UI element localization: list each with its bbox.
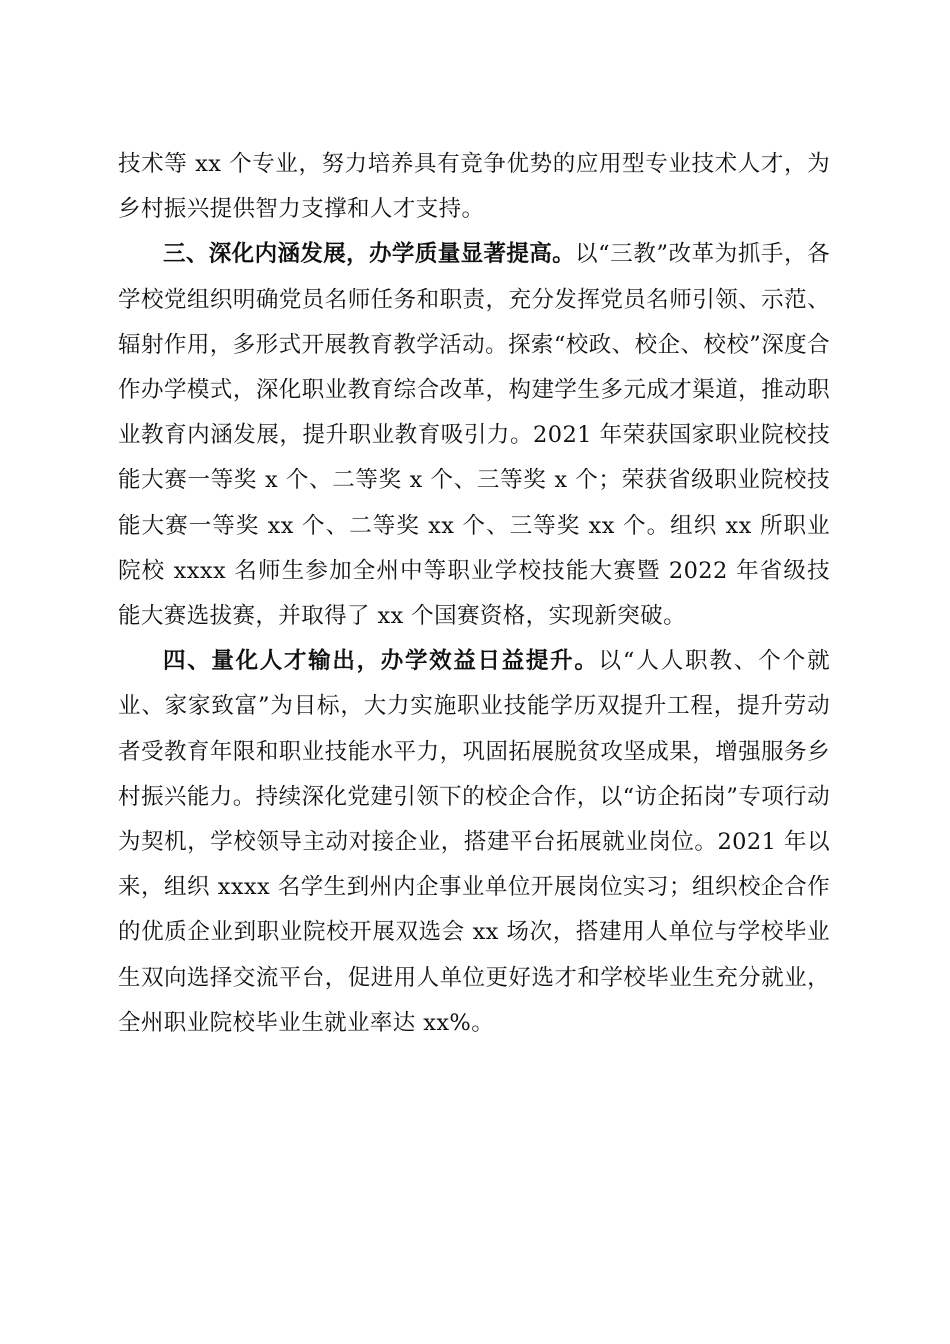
- section-heading-four: 四、量化人才输出，办学效益日益提升。: [163, 648, 599, 675]
- paragraph-section-four: [118, 639, 830, 1046]
- paragraph-text: 以“三教”改革为抓手，各学校党组织明确党员名师任务和职责，充分发挥党员名师引领、示范、辐射作用，多形式开展教育教学活动。探索“校政、校企、校校”深度合作办学模式，深化职业教育综合改革，构建学生多元成才渠道，推动职业教育内涵发展，提升职业教育吸引力。2021 年荣获国家职业院校技能大赛一等奖 x 个、二等奖 x 个、三等奖 x 个；荣获省级职业院校技能大赛一等奖 xx 个、二等奖 xx 个、三等奖 xx 个。组织 xx 所职业院校 xxxx 名师生参加全州中等职业学校技能大赛暨 2022 年省级技能大赛选拔赛，并取得了 xx 个国赛资格，实现新突破。: [118, 241, 830, 630]
- paragraph-continuation: [118, 142, 830, 232]
- paragraph-section-three: [118, 232, 830, 639]
- document-body: [118, 142, 830, 1046]
- paragraph-text: 技术等 xx 个专业，努力培养具有竞争优势的应用型专业技术人才，为乡村振兴提供智力支撑和人才支持。: [118, 151, 830, 223]
- paragraph-text: 以“人人职教、个个就业、家家致富”为目标，大力实施职业技能学历双提升工程，提升劳动者受教育年限和职业技能水平力，巩固拓展脱贫攻坚成果，增强服务乡村振兴能力。持续深化党建引领下的校企合作，以“访企拓岗”专项行动为契机，学校领导主动对接企业，搭建平台拓展就业岗位。2021 年以来，组织 xxxx 名学生到州内企事业单位开展岗位实习；组织校企合作的优质企业到职业院校开展双选会 xx 场次，搭建用人单位与学校毕业生双向选择交流平台，促进用人单位更好选才和学校毕业生充分就业，全州职业院校毕业生就业率达 xx%。: [118, 648, 830, 1036]
- section-heading-three: 三、深化内涵发展，办学质量显著提高。: [163, 241, 576, 268]
